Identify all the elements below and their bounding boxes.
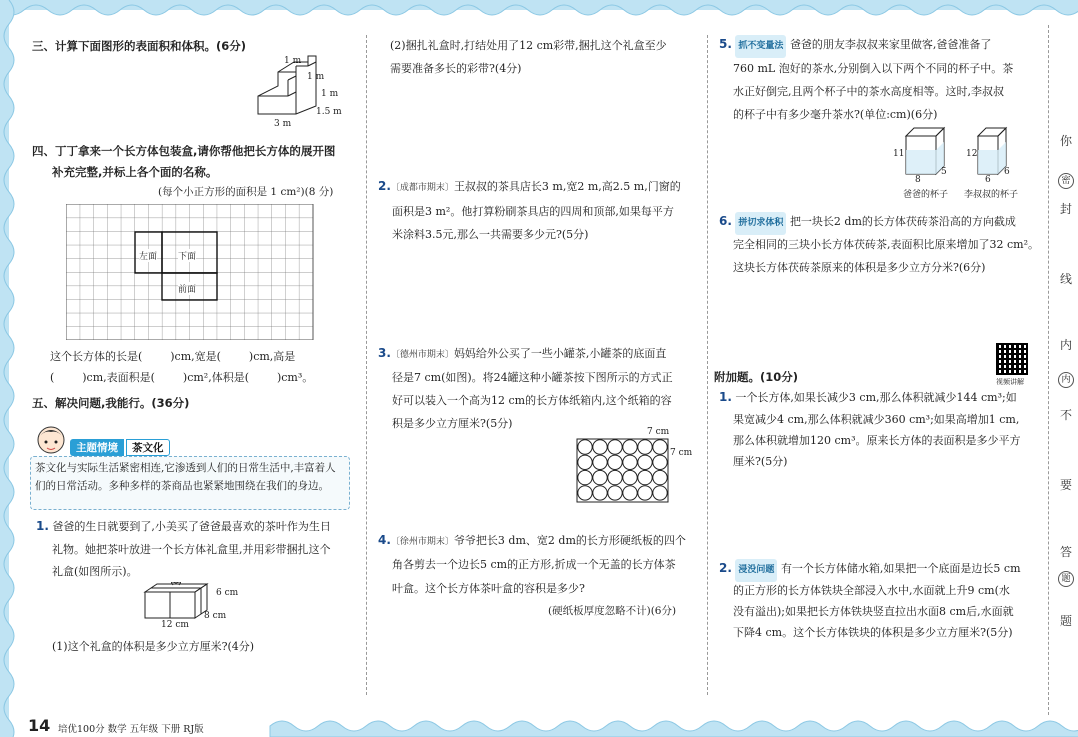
e1-text-2: 果宽减少4 cm,那么体积就减少360 cm³;如果高增加1 cm, [733, 413, 1020, 426]
face-left-label: 左面 [139, 249, 157, 262]
box-dim-length: 12 cm [161, 620, 189, 630]
q1-sub1: (1)这个礼盒的体积是多少立方厘米?(4分) [52, 640, 255, 653]
q5-text-3: 水正好倒完,且两个杯子中的茶水高度相等。这时,李叔叔 [733, 85, 1004, 98]
cup-a-depth: 5 [941, 167, 947, 177]
e2-text-1: 有一个长方体储水箱,如果把一个底面是边长5 cm [780, 562, 1021, 575]
tea-can-circle [638, 470, 652, 484]
tea-can-circle [623, 440, 637, 454]
cup-b-depth: 6 [1004, 167, 1010, 177]
q4-text-1: 爷爷把长3 dm、宽2 dm的长方形硬纸板的四个 [453, 534, 686, 547]
tea-can-circle [593, 470, 607, 484]
footer-text: 培优100分 数学 五年级 下册 RJ版 [58, 724, 204, 735]
e2-text-3: 没有溢出);如果把长方体铁块竖直拉出水面8 cm后,水面就 [733, 605, 1014, 618]
section-4-title-line2: 补充完整,并标上各个面的名称。 [52, 165, 218, 179]
tea-can-circle [593, 440, 607, 454]
q2-number: 2. [378, 179, 391, 193]
tea-can-circle [653, 440, 667, 454]
section-4-note: (每个小正方形的面积是 1 cm²)(8 分) [158, 186, 334, 198]
q1-sub2-line2: 需要准备多长的彩带?(4分) [390, 62, 522, 75]
sidebar-char-4: 内 [1060, 338, 1073, 352]
q4-source-tag: 〔徐州市期末〕 [390, 537, 454, 547]
q5-text-2: 760 mL 泡好的茶水,分别倒入以下两个不同的杯子中。茶 [733, 62, 1014, 75]
tea-can-circle [608, 440, 622, 454]
e2-text-4: 下降4 cm。这个长方体铁块的体积是多少立方厘米?(5分) [733, 626, 1013, 639]
column-divider-2 [707, 35, 708, 695]
q3-text-1: 妈妈给外公买了一些小罐茶,小罐茶的底面直 [453, 347, 667, 360]
tea-can-circle [623, 470, 637, 484]
page-number: 14 [28, 716, 51, 735]
tea-can-circle [623, 455, 637, 469]
extra-title: 附加题。(10分) [714, 370, 799, 384]
tea-can-circle [608, 455, 622, 469]
column-divider-1 [366, 35, 367, 695]
q1-number: 1. [36, 519, 49, 533]
e2-text-2: 的正方形的长方体铁块全部浸入水中,水面就上升9 cm(水 [733, 584, 1010, 597]
binding-line [1048, 25, 1049, 715]
unfold-grid [66, 204, 314, 340]
q1-text-2: 礼物。她把茶叶放进一个长方体礼盒里,并用彩带捆扎这个 [52, 543, 331, 556]
stepped-solid-figure [250, 52, 360, 132]
sidebar-char-8: 题 [1060, 614, 1073, 628]
face-bottom-label: 下面 [178, 249, 196, 262]
tea-can-circle [653, 455, 667, 469]
tea-can-circle [593, 486, 607, 500]
q4-text-4: (硬纸板厚度忽略不计)(6分) [548, 605, 677, 617]
section-4-fill-line1: 这个长方体的长是( )cm,宽是( )cm,高是 [50, 350, 296, 363]
q3-dim-top: 7 cm [647, 427, 670, 437]
q4-text-3: 叶盒。这个长方体茶叶盒的容积是多少? [392, 582, 585, 595]
fig-label-a: 1 m [284, 56, 302, 66]
q6-text-1: 把一块长2 dm的长方体茯砖茶沿高的方向截成 [789, 215, 1016, 228]
sidebar-char-1: 你 [1060, 134, 1073, 148]
e2-method-badge: 浸没问题 [735, 559, 777, 582]
q1-text-3: 礼盒(如图所示)。 [52, 565, 138, 578]
tea-can-circle [608, 470, 622, 484]
q5-text-4: 的杯子中有多少毫升茶水?(单位:cm)(6分) [733, 108, 938, 121]
q6-text-3: 这块长方体茯砖茶原来的体积是多少立方分米?(6分) [733, 261, 986, 274]
sidebar-char-2: 封 [1060, 202, 1073, 216]
tea-can-circle [578, 486, 592, 500]
q6-number: 6. [719, 214, 732, 228]
tea-can-circle [578, 440, 592, 454]
cup-a-caption: 爸爸的杯子 [903, 190, 949, 200]
q4-number: 4. [378, 533, 391, 547]
tea-can-circle [623, 486, 637, 500]
cup-b-width: 6 [985, 175, 991, 185]
q5-number: 5. [719, 37, 732, 51]
theme-text: 茶文化与实际生活紧密相连,它渗透到人们的日常生活中,丰富着人们的日常活动。多种多样的茶商品也紧紧地围绕在我们的身边。 [30, 456, 350, 510]
q1-sub2-line1: (2)捆扎礼盒时,打结处用了12 cm彩带,捆扎这个礼盒至少 [390, 39, 667, 52]
tea-can-circle [653, 470, 667, 484]
section-3-title: 三、计算下面图形的表面积和体积。(6分) [32, 39, 247, 53]
two-cups-figure [900, 124, 1020, 178]
box-dim-height: 6 cm [216, 588, 239, 598]
q5-text-1: 爸爸的朋友李叔叔来家里做客,爸爸准备了 [789, 38, 992, 51]
q6-method-badge: 拼切求体积 [735, 212, 786, 235]
qr-code-icon[interactable] [996, 343, 1028, 375]
e1-text-1: 一个长方体,如果长减少3 cm,那么体积就减少144 cm³;如 [735, 391, 1017, 404]
q5-method-badge: 抓不变量法 [735, 35, 786, 58]
q3-source-tag: 〔德州市期末〕 [390, 350, 454, 360]
q2-text-2: 面积是3 m²。他打算粉刷茶具店的四周和顶部,如果每平方 [392, 205, 674, 218]
sidebar-circle-3: 题 [1058, 571, 1074, 587]
sidebar-char-3: 线 [1060, 272, 1073, 286]
q3-number: 3. [378, 346, 391, 360]
cup-a-height: 11 [893, 149, 905, 159]
e1-text-3: 那么体积就增加120 cm³。原来长方体的表面积是多少平方 [733, 434, 1021, 447]
fig-label-c: 1 m [321, 89, 339, 99]
sidebar-char-6: 要 [1060, 478, 1073, 492]
sidebar-char-7: 答 [1060, 545, 1073, 559]
top-wave-border [0, 0, 1078, 22]
sidebar-circle-1: 密 [1058, 173, 1074, 189]
q3-dim-side: 7 cm [670, 448, 693, 458]
tea-can-arrangement [576, 438, 670, 504]
e2-number: 2. [719, 561, 732, 575]
q3-text-4: 积是多少立方厘米?(5分) [392, 417, 513, 430]
tea-can-circle [578, 470, 592, 484]
q2-source-tag: 〔成都市期末〕 [390, 183, 454, 193]
q3-text-3: 好可以装入一个高为12 cm的长方体纸箱内,这个纸箱的容 [392, 394, 672, 407]
q3-text-2: 径是7 cm(如图)。将24罐这种小罐茶按下图所示的方式正 [392, 371, 673, 384]
cup-b-height: 12 [966, 149, 978, 159]
tea-can-circle [653, 486, 667, 500]
qr-caption: 视频讲解 [996, 378, 1024, 386]
cup-a-width: 8 [915, 175, 921, 185]
q4-text-2: 角各剪去一个边长5 cm的正方形,折成一个无盖的长方体茶 [392, 558, 676, 571]
section-5-title: 五、解决问题,我能行。(36分) [32, 396, 190, 410]
tea-can-circle [638, 455, 652, 469]
sidebar-char-5: 不 [1060, 408, 1073, 422]
tea-can-circle [593, 455, 607, 469]
left-wave-border [0, 0, 22, 737]
theme-label: 主题情境 [70, 439, 124, 456]
face-front-label: 前面 [178, 282, 196, 295]
tea-can-circle [638, 486, 652, 500]
q1-line1 [36, 515, 331, 538]
section-4-fill-line2: ( )cm,表面积是( )cm²,体积是( )cm³。 [50, 371, 314, 384]
sidebar-circle-2: 内 [1058, 372, 1074, 388]
fig-label-b: 1 m [307, 72, 325, 82]
box-dim-width: 8 cm [204, 611, 227, 621]
fig-label-d: 1.5 m [316, 107, 342, 117]
tea-can-circle [638, 440, 652, 454]
q6-text-2: 完全相同的三块小长方体茯砖茶,表面积比原来增加了32 cm²。 [733, 238, 1039, 251]
fig-label-e: 3 m [274, 119, 292, 129]
e1-number: 1. [719, 390, 732, 404]
q1-text-1: 爸爸的生日就要到了,小美买了爸爸最喜欢的茶叶作为生日 [52, 520, 331, 533]
q2-text-3: 米涂料3.5元,那么一共需要多少元?(5分) [392, 228, 589, 241]
tea-can-circle [608, 486, 622, 500]
girl-avatar-icon [34, 422, 68, 458]
theme-name: 茶文化 [126, 439, 170, 456]
section-4-title-line1: 四、丁丁拿来一个长方体包装盒,请你帮他把长方体的展开图 [32, 144, 336, 158]
tea-can-circle [578, 455, 592, 469]
cup-b-caption: 李叔叔的杯子 [964, 190, 1019, 200]
q2-text-1: 王叔叔的茶具店长3 m,宽2 m,高2.5 m,门窗的 [453, 180, 681, 193]
e1-text-4: 厘米?(5分) [733, 455, 788, 468]
